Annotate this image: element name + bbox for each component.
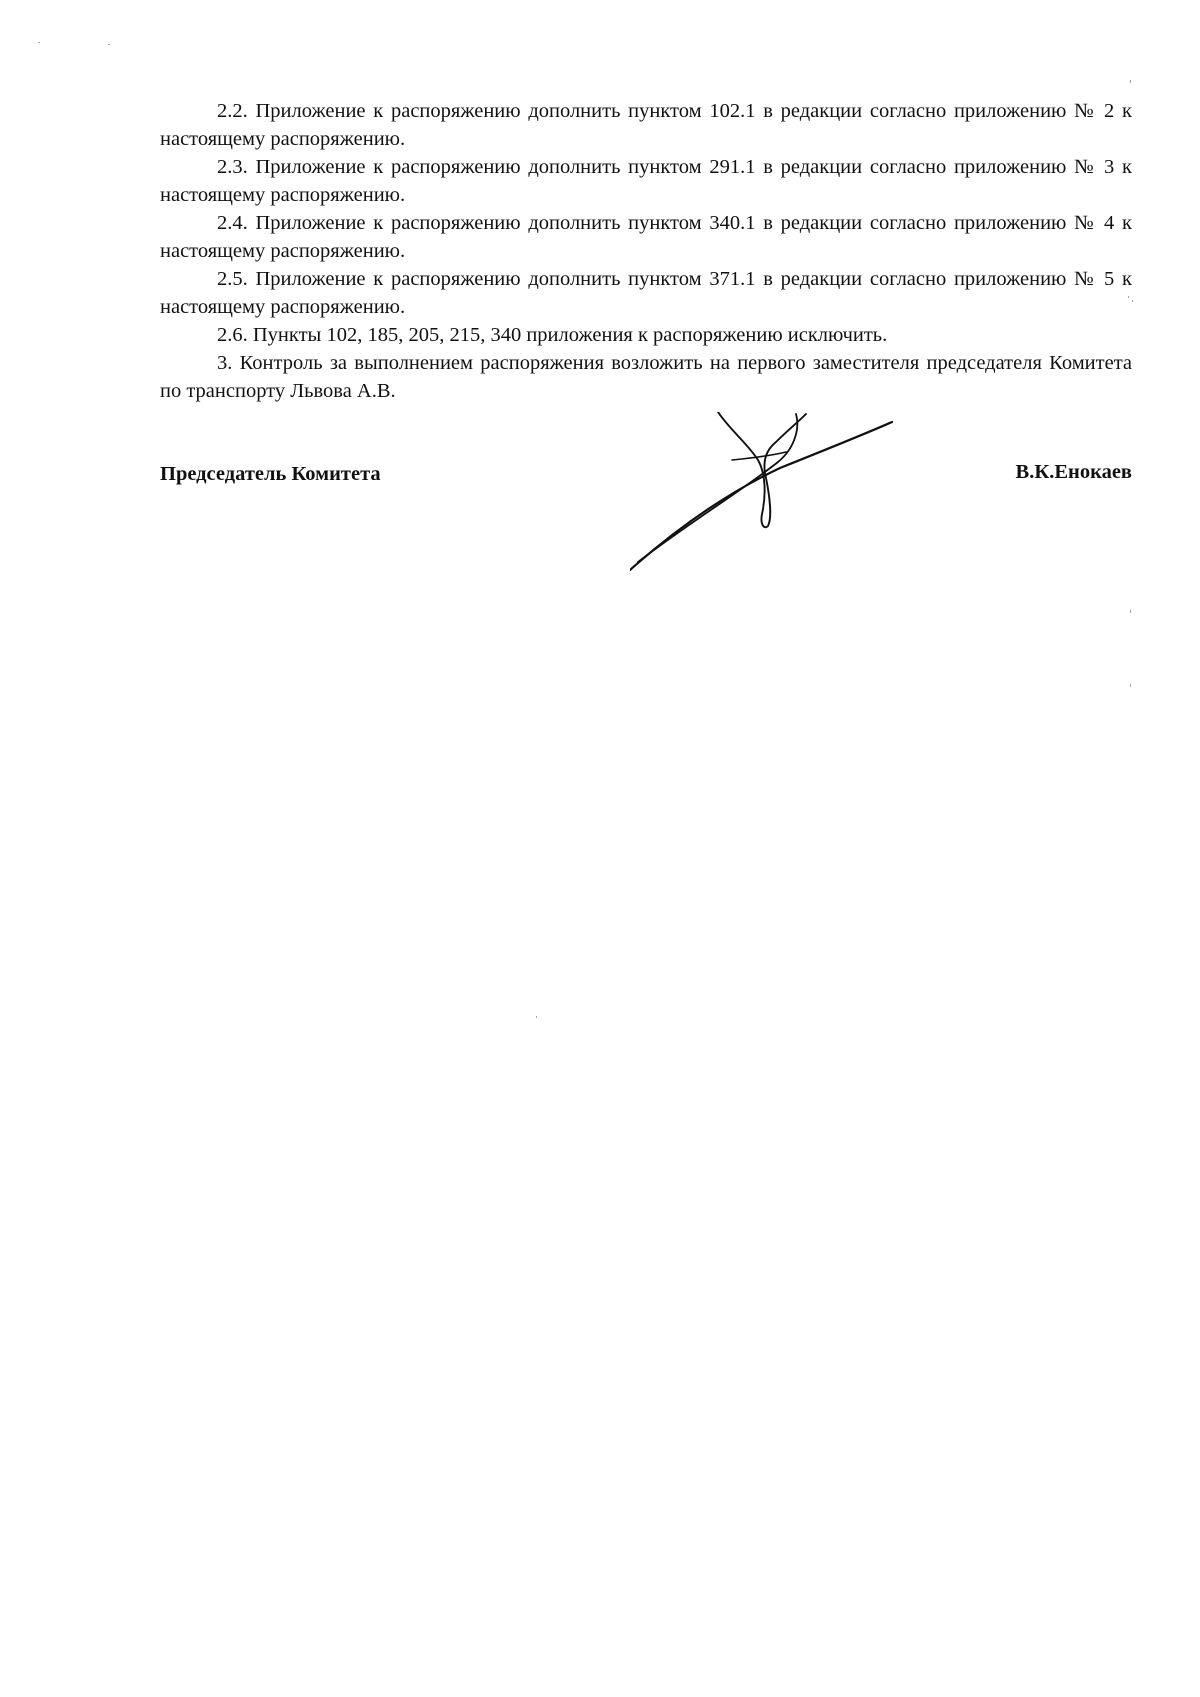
signer-name: В.К.Енокаев bbox=[1015, 461, 1132, 483]
paragraph-3: 3. Контроль за выполнением распоряжения возложить на первого заместителя председателя Комитета по транспорту Львова А.В. bbox=[160, 352, 1132, 402]
paragraph-2-5: 2.5. Приложение к распоряжению дополнить пунктом 371.1 в редакции согласно приложению № 5 к настоящему распоряжению. bbox=[160, 268, 1132, 318]
document-body bbox=[160, 97, 1132, 405]
paragraph-2-3: 2.3. Приложение к распоряжению дополнить пунктом 291.1 в редакции согласно приложению № 3 к настоящему распоряжению. bbox=[160, 156, 1132, 206]
paragraph-2-4: 2.4. Приложение к распоряжению дополнить пунктом 340.1 в редакции согласно приложению № 4 к настоящему распоряжению. bbox=[160, 212, 1132, 262]
handwritten-signature bbox=[630, 412, 900, 582]
paragraph-2-2: 2.2. Приложение к распоряжению дополнить пунктом 102.1 в редакции согласно приложению № 2 к настоящему распоряжению. bbox=[160, 100, 1132, 150]
signer-position-title: Председатель Комитета bbox=[160, 463, 381, 485]
paragraph-2-6: 2.6. Пункты 102, 185, 205, 215, 340 приложения к распоряжению исключить. bbox=[217, 324, 888, 346]
